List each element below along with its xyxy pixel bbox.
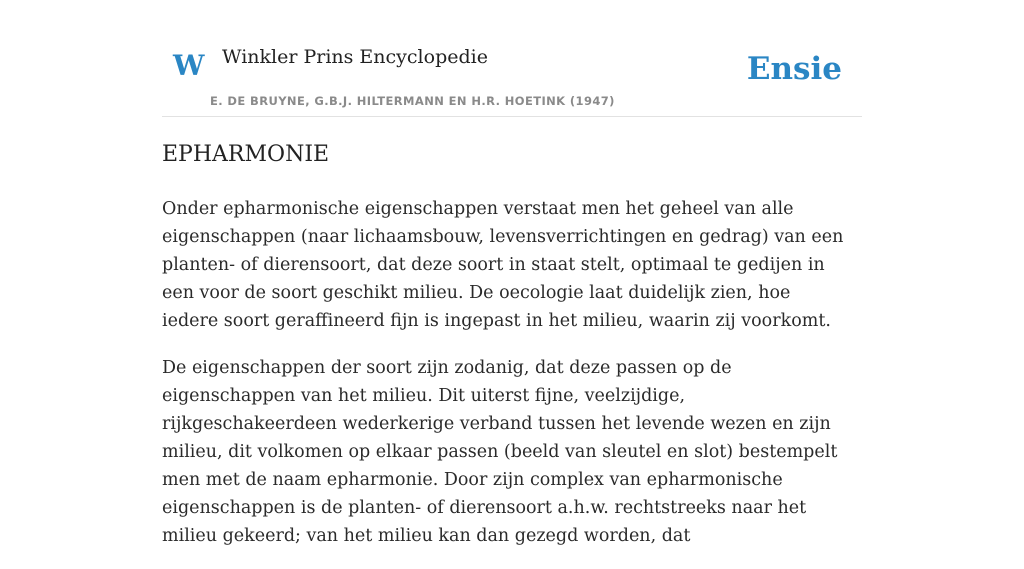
winkler-prins-logo[interactable]: W [173,49,205,82]
article-title: EPHARMONIE [162,142,330,167]
ensie-logo[interactable]: Ensie [746,51,842,87]
article-paragraph: Onder epharmonische eigenschappen verstaat men het geheel van alle eigenschappen (naar lichaamsbouw, levensverrichtingen en gedrag) van een planten- of dierensoort, dat deze soort in staat stelt, optimaal te gedijen in een voor de soort geschikt milieu. De oecologie laat duidelijk zien, hoe iedere soort geraffineerd fijn is ingepast in het milieu, waarin zij voorkomt. [162,199,844,331]
source-authors: E. DE BRUYNE, G.B.J. HILTERMANN EN H.R. HOETINK (1947) [210,94,615,108]
header [162,0,862,117]
article-paragraph: De eigenschappen der soort zijn zodanig, dat deze passen op de eigenschappen van het milieu. Dit uiterst fijne, veelzijdige, rijkgeschakeerdeen wederkerige verband tussen het levende wezen en zijn milieu, dit volkomen op elkaar passen (beeld van sleutel en slot) bestempelt men met de naam epharmonie. Door zijn complex van epharmonische eigenschappen is de planten- of dierensoort a.h.w. rechtstreeks naar het milieu gekeerd; van het milieu kan dan gezegd worden, dat [162,358,838,546]
article [162,140,852,569]
source-title[interactable]: Winkler Prins Encyclopedie [222,46,488,68]
